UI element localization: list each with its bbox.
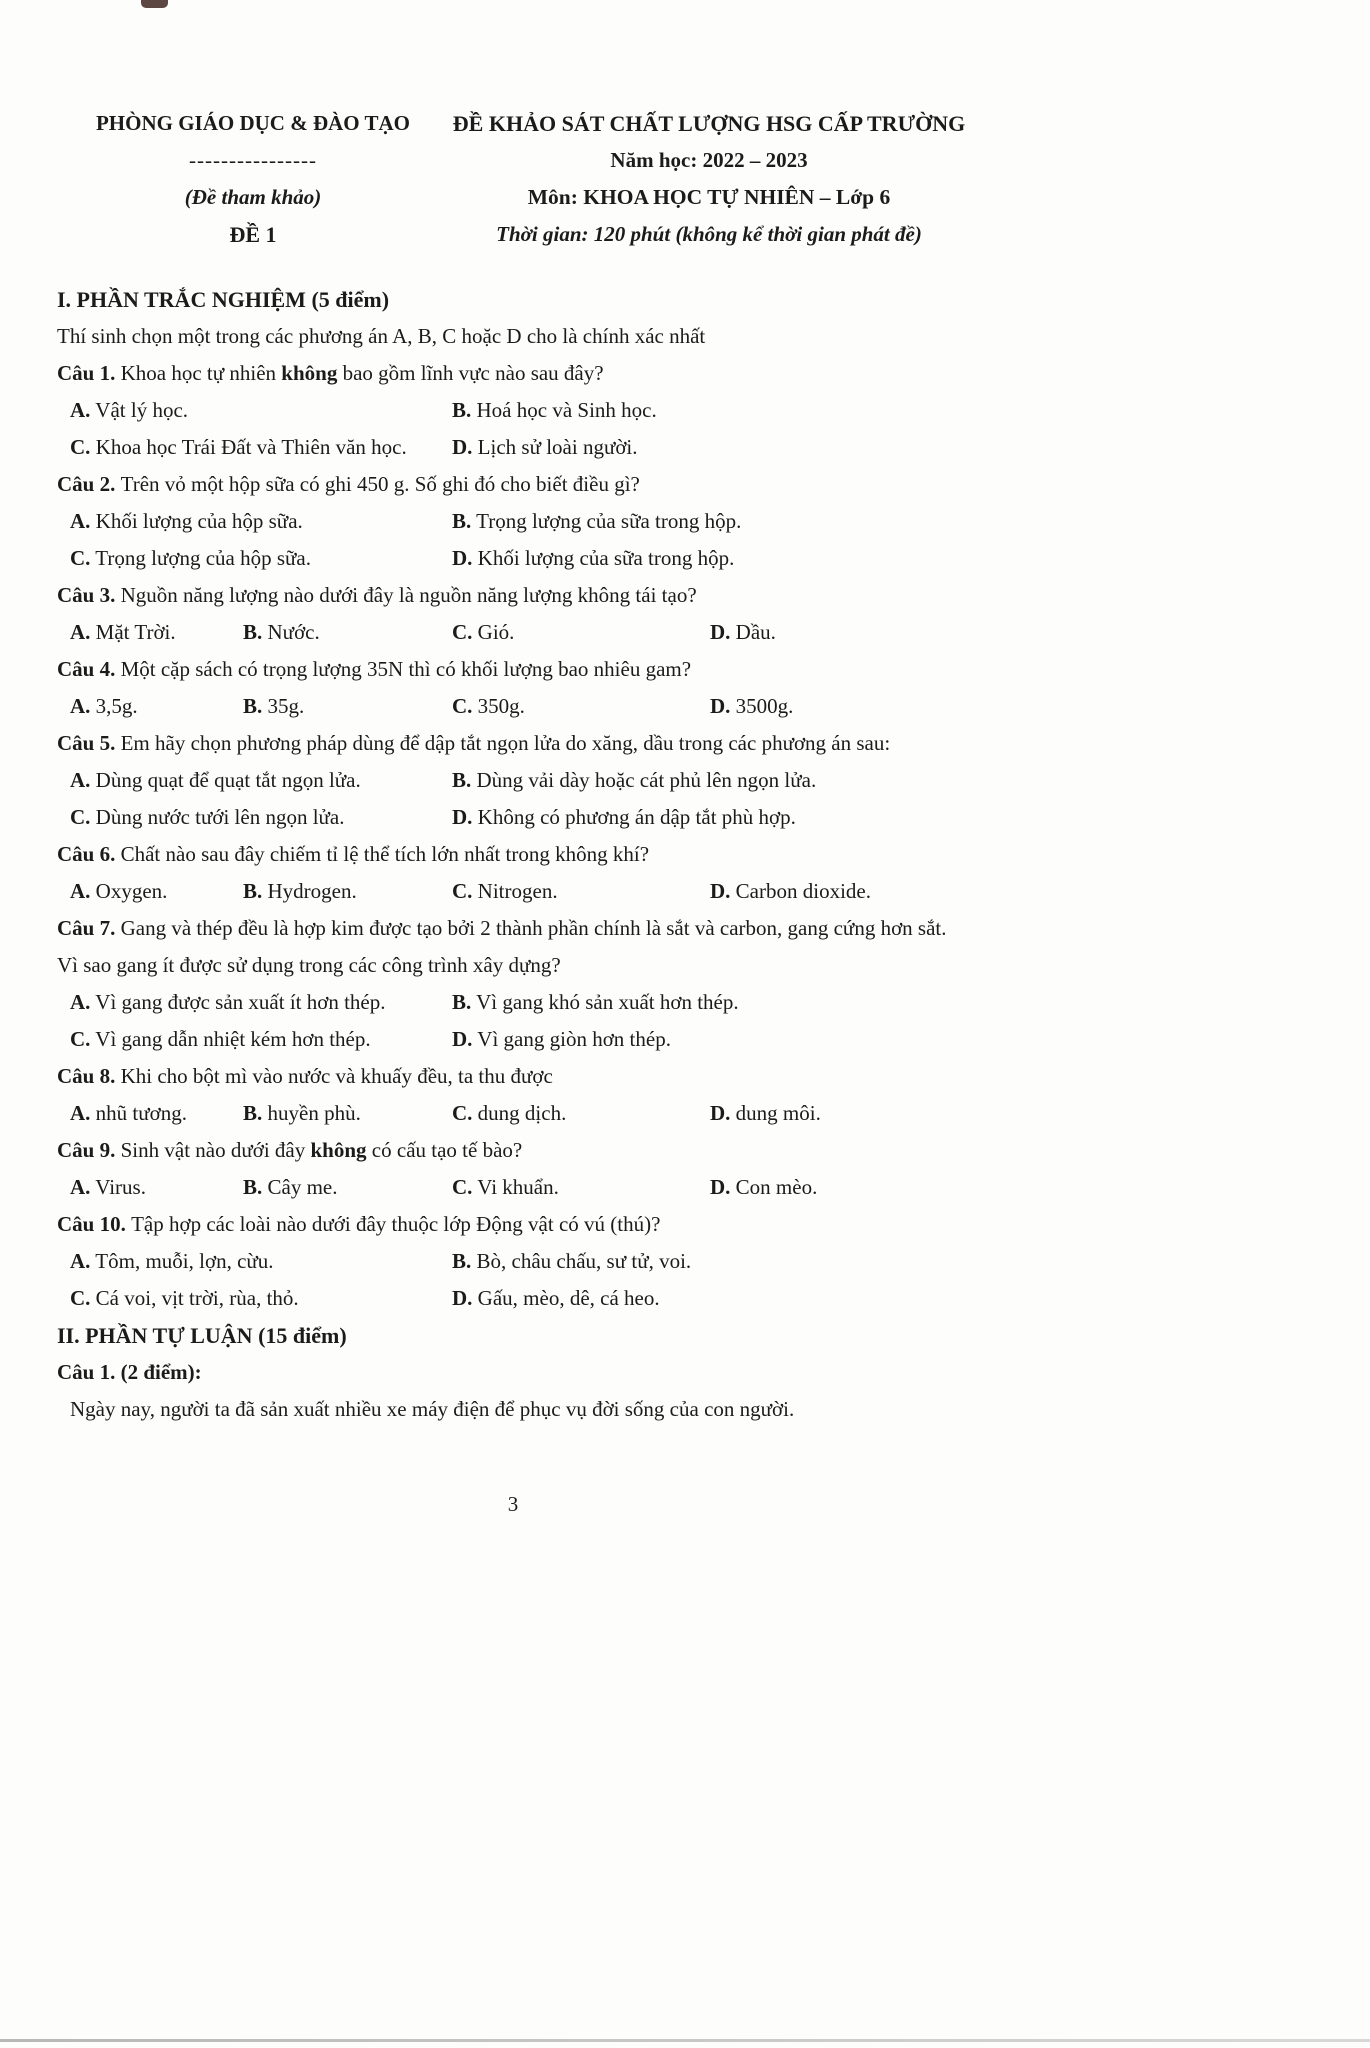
question-label: Câu 6. [57, 842, 121, 866]
question-label: Câu 1. [57, 361, 121, 385]
option-letter: C. [70, 1027, 91, 1051]
option-letter: A. [70, 1175, 91, 1199]
question-9-option-B [243, 1169, 452, 1206]
question-2-option-D [452, 540, 969, 577]
question-text-segment: bao gồm lĩnh vực nào sau đây? [337, 361, 604, 385]
question-6-text [57, 836, 969, 873]
question-2-option-A [70, 503, 452, 540]
question-10 [57, 1206, 969, 1317]
option-letter: D. [452, 1286, 473, 1310]
question-4-option-B [243, 688, 452, 725]
part2-title: II. PHẦN TỰ LUẬN (15 điểm) [57, 1323, 347, 1348]
page-number: 3 [507, 1492, 519, 1516]
option-letter: D. [452, 546, 473, 570]
option-letter: C. [452, 1175, 473, 1199]
option-letter: B. [243, 694, 263, 718]
essay-question-text: Ngày nay, người ta đã sản xuất nhiều xe máy điện để phục vụ đời sống của con người. [70, 1397, 795, 1421]
exam-title: ĐỀ KHẢO SÁT CHẤT LƯỢNG HSG CẤP TRƯỜNG [452, 111, 966, 136]
option-letter: D. [710, 879, 731, 903]
essay-question-label: Câu 1. (2 điểm): [57, 1360, 202, 1384]
option-text: Trọng lượng của hộp sữa. [95, 546, 311, 570]
part1-title: I. PHẦN TRẮC NGHIỆM (5 điểm) [57, 287, 390, 312]
option-text: nhũ tương. [95, 1101, 187, 1125]
question-3-option-B [243, 614, 452, 651]
question-text-bold-segment: không [310, 1138, 367, 1162]
question-1-option-B [452, 392, 969, 429]
question-4-option-C [452, 688, 710, 725]
option-text: 3500g. [735, 694, 794, 718]
option-letter: B. [243, 879, 263, 903]
option-text: Hydrogen. [267, 879, 357, 903]
question-2 [57, 466, 969, 577]
option-letter: C. [452, 694, 473, 718]
question-text-segment: Em hãy chọn phương pháp dùng để dập tắt ngọn lửa do xăng, dầu trong các phương án sau: [120, 731, 891, 755]
option-text: Dùng quạt để quạt tắt ngọn lửa. [95, 768, 361, 792]
question-4 [57, 651, 969, 725]
scan-edge-artifact [0, 2039, 1370, 2042]
option-letter: C. [70, 546, 91, 570]
question-text-segment: Trên vỏ một hộp sữa có ghi 450 g. Số ghi đó cho biết điều gì? [120, 472, 640, 496]
question-9 [57, 1132, 969, 1206]
scan-smudge-artifact [141, 0, 168, 8]
question-5-option-B [452, 762, 969, 799]
option-text: Bò, châu chấu, sư tử, voi. [476, 1249, 692, 1273]
exam-title-block [449, 105, 969, 253]
option-text: Dầu. [735, 620, 776, 644]
question-7-option-A [70, 984, 452, 1021]
question-10-option-B [452, 1243, 969, 1280]
question-6-option-C [452, 873, 710, 910]
option-letter: C. [70, 805, 91, 829]
option-text: Khoa học Trái Đất và Thiên văn học. [95, 435, 407, 459]
question-8 [57, 1058, 969, 1132]
question-1-option-C [70, 429, 452, 466]
question-text-segment: Một cặp sách có trọng lượng 35N thì có khối lượng bao nhiêu gam? [120, 657, 692, 681]
question-1-options [70, 392, 969, 466]
question-9-option-C [452, 1169, 710, 1206]
option-text: dung dịch. [477, 1101, 567, 1125]
option-text: 3,5g. [95, 694, 138, 718]
separator-dashes: ---------------- [189, 148, 317, 172]
questions-list [57, 355, 969, 1317]
option-text: Gió. [477, 620, 515, 644]
option-letter: A. [70, 879, 91, 903]
option-text: Oxygen. [95, 879, 168, 903]
option-letter: D. [452, 435, 473, 459]
option-letter: B. [452, 398, 472, 422]
department-name: PHÒNG GIÁO DỤC & ĐÀO TẠO [95, 111, 411, 135]
question-text-segment: có cấu tạo tế bào? [366, 1138, 523, 1162]
question-5-option-D [452, 799, 969, 836]
question-text-segment: Gang và thép đều là hợp kim được tạo bởi 2 thành phần chính là sắt và carbon, gang cứng hơn sắt. Vì sao gang ít được sử dụng trong các công trình xây dựng? [57, 916, 947, 977]
option-text: 35g. [267, 694, 305, 718]
question-7-text [57, 910, 969, 984]
question-text-segment: Sinh vật nào dưới đây [120, 1138, 311, 1162]
option-text: Dùng vải dày hoặc cát phủ lên ngọn lửa. [476, 768, 817, 792]
question-7-option-D [452, 1021, 969, 1058]
option-letter: D. [710, 694, 731, 718]
question-3-text [57, 577, 969, 614]
question-10-options [70, 1243, 969, 1317]
question-3-option-A [70, 614, 243, 651]
question-1-option-D [452, 429, 969, 466]
option-text: Virus. [95, 1175, 146, 1199]
question-2-option-C [70, 540, 452, 577]
option-letter: B. [452, 990, 472, 1014]
question-8-option-C [452, 1095, 710, 1132]
option-text: Khối lượng của sữa trong hộp. [477, 546, 735, 570]
question-6-options [70, 873, 969, 910]
subject-line: Môn: KHOA HỌC TỰ NHIÊN – Lớp 6 [527, 185, 891, 209]
option-text: Vì gang dẫn nhiệt kém hơn thép. [95, 1027, 371, 1051]
question-5 [57, 725, 969, 836]
question-10-option-C [70, 1280, 452, 1317]
question-7-option-B [452, 984, 969, 1021]
question-label: Câu 9. [57, 1138, 121, 1162]
question-label: Câu 8. [57, 1064, 121, 1088]
option-letter: A. [70, 398, 91, 422]
exam-header [57, 105, 969, 253]
question-text-segment: Tập hợp các loài nào dưới đây thuộc lớp Động vật có vú (thú)? [131, 1212, 661, 1236]
duration-line: Thời gian: 120 phút (không kể thời gian phát đề) [496, 222, 922, 246]
question-8-option-B [243, 1095, 452, 1132]
option-letter: B. [243, 1175, 263, 1199]
question-label: Câu 3. [57, 583, 121, 607]
option-text: Cây me. [267, 1175, 338, 1199]
reference-note: (Đề tham khảo) [184, 185, 322, 209]
question-text-segment: Khi cho bột mì vào nước và khuấy đều, ta thu được [120, 1064, 553, 1088]
question-9-option-D [710, 1169, 969, 1206]
question-1-text [57, 355, 969, 392]
option-text: Carbon dioxide. [735, 879, 871, 903]
option-text: Trọng lượng của sữa trong hộp. [476, 509, 742, 533]
option-letter: B. [243, 620, 263, 644]
option-letter: A. [70, 620, 91, 644]
option-letter: D. [710, 1101, 731, 1125]
issuing-department-block [57, 105, 449, 253]
option-letter: C. [452, 620, 473, 644]
option-letter: C. [452, 879, 473, 903]
question-label: Câu 10. [57, 1212, 132, 1236]
option-text: Khối lượng của hộp sữa. [95, 509, 303, 533]
option-letter: B. [452, 768, 472, 792]
question-3 [57, 577, 969, 651]
question-8-option-A [70, 1095, 243, 1132]
question-2-text [57, 466, 969, 503]
option-text: Hoá học và Sinh học. [476, 398, 657, 422]
option-text: Mặt Trời. [95, 620, 176, 644]
option-text: Vi khuẩn. [477, 1175, 559, 1199]
option-letter: A. [70, 509, 91, 533]
question-7-option-C [70, 1021, 452, 1058]
option-text: Dùng nước tưới lên ngọn lửa. [95, 805, 345, 829]
option-letter: D. [710, 1175, 731, 1199]
question-8-options [70, 1095, 969, 1132]
option-text: Vì gang giòn hơn thép. [477, 1027, 671, 1051]
question-text-bold-segment: không [281, 361, 338, 385]
question-3-option-C [452, 614, 710, 651]
option-letter: D. [452, 805, 473, 829]
option-text: huyền phù. [267, 1101, 361, 1125]
question-1-option-A [70, 392, 452, 429]
question-text-segment: Khoa học tự nhiên [120, 361, 282, 385]
question-2-option-B [452, 503, 969, 540]
question-6-option-A [70, 873, 243, 910]
option-letter: A. [70, 990, 91, 1014]
question-5-options [70, 762, 969, 836]
option-text: Vì gang được sản xuất ít hơn thép. [95, 990, 386, 1014]
option-text: Vì gang khó sản xuất hơn thép. [476, 990, 739, 1014]
question-4-option-A [70, 688, 243, 725]
question-text-segment: Chất nào sau đây chiếm tỉ lệ thể tích lớn nhất trong không khí? [120, 842, 650, 866]
option-text: Vật lý học. [95, 398, 189, 422]
option-letter: C. [70, 435, 91, 459]
option-letter: C. [70, 1286, 91, 1310]
question-9-text [57, 1132, 969, 1169]
option-letter: A. [70, 768, 91, 792]
option-text: dung môi. [735, 1101, 821, 1125]
question-6-option-D [710, 873, 969, 910]
option-text: Gấu, mèo, dê, cá heo. [477, 1286, 660, 1310]
question-4-option-D [710, 688, 969, 725]
part1-instruction: Thí sinh chọn một trong các phương án A, B, C hoặc D cho là chính xác nhất [57, 324, 706, 348]
option-text: Nước. [267, 620, 320, 644]
option-text: Không có phương án dập tắt phù hợp. [477, 805, 796, 829]
option-letter: B. [452, 509, 472, 533]
option-letter: C. [452, 1101, 473, 1125]
option-text: Lịch sử loài người. [477, 435, 638, 459]
option-letter: B. [243, 1101, 263, 1125]
option-text: Con mèo. [735, 1175, 818, 1199]
option-letter: B. [452, 1249, 472, 1273]
question-9-option-A [70, 1169, 243, 1206]
question-5-option-C [70, 799, 452, 836]
option-letter: A. [70, 694, 91, 718]
question-1 [57, 355, 969, 466]
question-6-option-B [243, 873, 452, 910]
question-label: Câu 4. [57, 657, 121, 681]
question-10-text [57, 1206, 969, 1243]
option-letter: A. [70, 1249, 91, 1273]
question-9-options [70, 1169, 969, 1206]
question-3-option-D [710, 614, 969, 651]
question-8-text [57, 1058, 969, 1095]
option-text: 350g. [477, 694, 525, 718]
question-7-options [70, 984, 969, 1058]
question-8-option-D [710, 1095, 969, 1132]
option-letter: D. [710, 620, 731, 644]
page-content [57, 105, 969, 1428]
option-text: Cá voi, vịt trời, rùa, thỏ. [95, 1286, 299, 1310]
option-text: Nitrogen. [477, 879, 558, 903]
exam-code: ĐỀ 1 [229, 222, 277, 247]
question-6 [57, 836, 969, 910]
option-letter: A. [70, 1101, 91, 1125]
question-label: Câu 2. [57, 472, 121, 496]
question-4-options [70, 688, 969, 725]
question-7 [57, 910, 969, 1058]
question-text-segment: Nguồn năng lượng nào dưới đây là nguồn năng lượng không tái tạo? [120, 583, 697, 607]
question-5-text [57, 725, 969, 762]
question-10-option-A [70, 1243, 452, 1280]
question-label: Câu 5. [57, 731, 121, 755]
question-5-option-A [70, 762, 452, 799]
question-2-options [70, 503, 969, 577]
option-text: Tôm, muỗi, lợn, cừu. [95, 1249, 274, 1273]
question-4-text [57, 651, 969, 688]
question-3-options [70, 614, 969, 651]
question-10-option-D [452, 1280, 969, 1317]
option-letter: D. [452, 1027, 473, 1051]
school-year: Năm học: 2022 – 2023 [610, 148, 808, 172]
question-label: Câu 7. [57, 916, 121, 940]
